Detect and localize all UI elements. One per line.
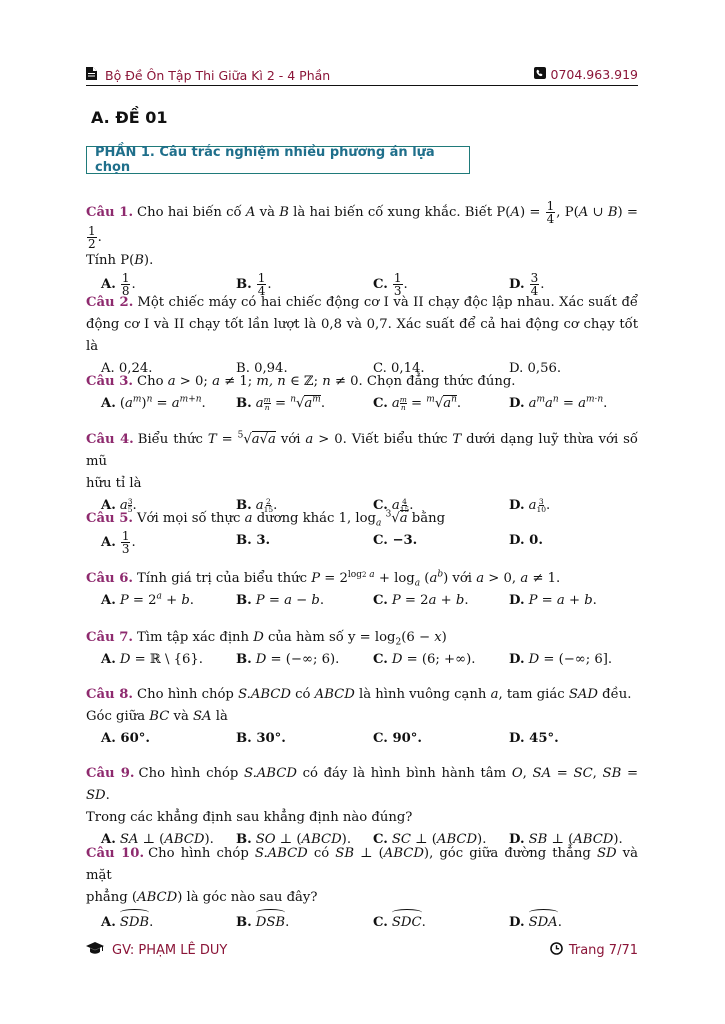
option: B. 30°. bbox=[236, 731, 286, 746]
option: A. $(a^m)^n = a^{m+n}$. bbox=[101, 394, 206, 411]
option: B. SO ⊥ (ABCD). bbox=[236, 832, 352, 847]
part-title: PHẦN 1. Câu trắc nghiệm nhiều phương án lựa chọn bbox=[86, 146, 470, 174]
option: B. a $\frac{m}{n}$ = $^n√a^m$. bbox=[236, 394, 326, 412]
footer-teacher: GV: PHẠM LÊ DUY bbox=[112, 942, 228, 958]
option: B. a $\frac{2}{15}$ . bbox=[236, 496, 278, 514]
option: D. SDA. bbox=[509, 909, 562, 934]
option: C. a $\frac{4}{15}$ . bbox=[373, 496, 414, 514]
header-phone: 0704.963.919 bbox=[550, 67, 638, 82]
option: B. D = (−∞; 6). bbox=[236, 652, 340, 667]
option: A. $P = 2^a + b$. bbox=[101, 591, 194, 608]
option: C. −3. bbox=[373, 533, 418, 548]
footer-page: Trang 7/71 bbox=[568, 943, 638, 958]
option: D. 45°. bbox=[509, 731, 559, 746]
option: A. 60°. bbox=[101, 731, 150, 746]
question: Câu 3. Cho a > 0; a ≠ 1; m, n ∈ ℤ; n ≠ 0. Chọn đẳng thức đúng. A. $(a^m)^n = a^{m+n}$. B. a $\frac{m}{n}$ = $^n√a^m$. C. a $\frac{m}{n}$ = $^m√a^n$. D. $a^ma^n = a^{m\cdot n}$. bbox=[86, 371, 638, 417]
graduation-cap-icon bbox=[86, 942, 104, 958]
option: C. a $\frac{m}{n}$ = $^m√a^n$. bbox=[373, 394, 462, 412]
option: B. DSB. bbox=[236, 909, 289, 934]
option: C. D = (6; +∞). bbox=[373, 652, 476, 667]
option: D. D = (−∞; 6]. bbox=[509, 652, 613, 667]
option: A. $\frac{1}{3}$ . bbox=[101, 529, 136, 556]
option: D. P = a + b. bbox=[509, 593, 597, 608]
option: D. 0. bbox=[509, 533, 543, 548]
option: B. P = a − b. bbox=[236, 593, 325, 608]
option: A. a $\frac{3}{5}$ . bbox=[101, 496, 137, 514]
option: C. SDC. bbox=[373, 909, 426, 934]
clock-icon bbox=[550, 942, 563, 959]
option: C. $\frac{1}{3}$ . bbox=[373, 271, 408, 298]
question: Câu 8. Cho hình chóp S.ABCD có ABCD là hình vuông cạnh a, tam giác SAD đều. Góc giữa BC và SA là A. 60°. B. 30°. C. 90°. D. 45°. bbox=[86, 684, 638, 752]
question: Câu 1. Cho hai biến cố A và B là hai biến cố xung khắc. Biết P(A) = $\frac{1}{4}$ , P(A ∪ B) = $\frac{1}{2}$ . Tính P(B). A. $\frac{1}{8}$ . B. $\frac{1}{4}$ . C. $\frac{1}{3}$ . D. $\frac{3}{4}$ . bbox=[86, 199, 638, 298]
question: Câu 7. Tìm tập xác định D của hàm số $y = \log_2(6 - x)$ A. D = ℝ \ {6}. B. D = (−∞; 6). C. D = (6; +∞). D. D = (−∞; 6]. bbox=[86, 627, 638, 673]
question: Câu 2. Một chiếc máy có hai chiếc động cơ I và II chạy độc lập nhau. Xác suất để động cơ I và II chạy tốt lần lượt là 0,8 và 0,7. Xác suất để cả hai động cơ chạy tốt là A. 0,24. B. 0,94. C. 0,14. D. 0,56. bbox=[86, 292, 638, 382]
question: Câu 6. Tính giá trị của biểu thức $P = 2^{log2 a} + \log_a (a^b)$ với a > 0, a ≠ 1. A. $P = 2^a + b$. B. P = a − b. C. P = 2a + b. D. P = a + b. bbox=[86, 568, 638, 614]
question: Câu 4. Biểu thức T = $^5$√a√a với a > 0. Viết biểu thức T dưới dạng luỹ thừa với số mũ hữu tỉ là A. a $\frac{3}{5}$ . B. a $\frac{2}{15}$ . C. a $\frac{4}{15}$ . D. a $\frac{3}{10}$ . bbox=[86, 429, 638, 519]
question: Câu 5. Với mọi số thực a dương khác 1, $\log_a ^3√a$ bằng A. $\frac{1}{3}$ . B. 3. C. −3. D. 0. bbox=[86, 509, 543, 556]
option: D. 0,56. bbox=[509, 361, 562, 376]
header-title: Bộ Đề Ôn Tập Thi Giữa Kì 2 - 4 Phần bbox=[105, 67, 331, 83]
document-icon bbox=[86, 67, 97, 83]
phone-icon bbox=[534, 67, 546, 82]
option: D. SB ⊥ (ABCD). bbox=[509, 832, 623, 847]
page-header bbox=[86, 66, 638, 86]
option: A. SA ⊥ (ABCD). bbox=[101, 832, 214, 847]
option: D. a $\frac{3}{10}$ . bbox=[509, 496, 551, 514]
option: B. 0,94. bbox=[236, 361, 288, 376]
page-footer bbox=[86, 942, 638, 962]
option: B. $\frac{1}{4}$ . bbox=[236, 271, 272, 298]
option: C. 0,14. bbox=[373, 361, 425, 376]
option: C. SC ⊥ (ABCD). bbox=[373, 832, 487, 847]
option: D. $a^ma^n = a^{m\cdot n}$. bbox=[509, 394, 608, 411]
option: D. $\frac{3}{4}$ . bbox=[509, 271, 545, 298]
option: A. D = ℝ \ {6}. bbox=[101, 652, 203, 667]
option: B. 3. bbox=[236, 533, 271, 548]
option: C. P = 2a + b. bbox=[373, 593, 469, 608]
option: A. $\frac{1}{8}$ . bbox=[101, 271, 136, 298]
section-title: A. ĐỀ 01 bbox=[91, 108, 168, 127]
option: A. SDB. bbox=[101, 909, 153, 934]
question: Câu 9. Cho hình chóp S.ABCD có đáy là hình bình hành tâm O, SA = SC, SB = SD. Trong các khẳng định sau khẳng định nào đúng? A. SA ⊥ (ABCD). B. SO ⊥ (ABCD). C. SC ⊥ (ABCD). D. SB ⊥ (ABCD). bbox=[86, 763, 638, 853]
question: Câu 10. Cho hình chóp S.ABCD có SB ⊥ (ABCD), góc giữa đường thẳng SD và mặt phẳng (ABCD) là góc nào sau đây? A. SDB. B. DSB. C. SDC. D. SDA. bbox=[86, 843, 638, 933]
option: C. 90°. bbox=[373, 731, 422, 746]
option: A. 0,24. bbox=[101, 361, 153, 376]
